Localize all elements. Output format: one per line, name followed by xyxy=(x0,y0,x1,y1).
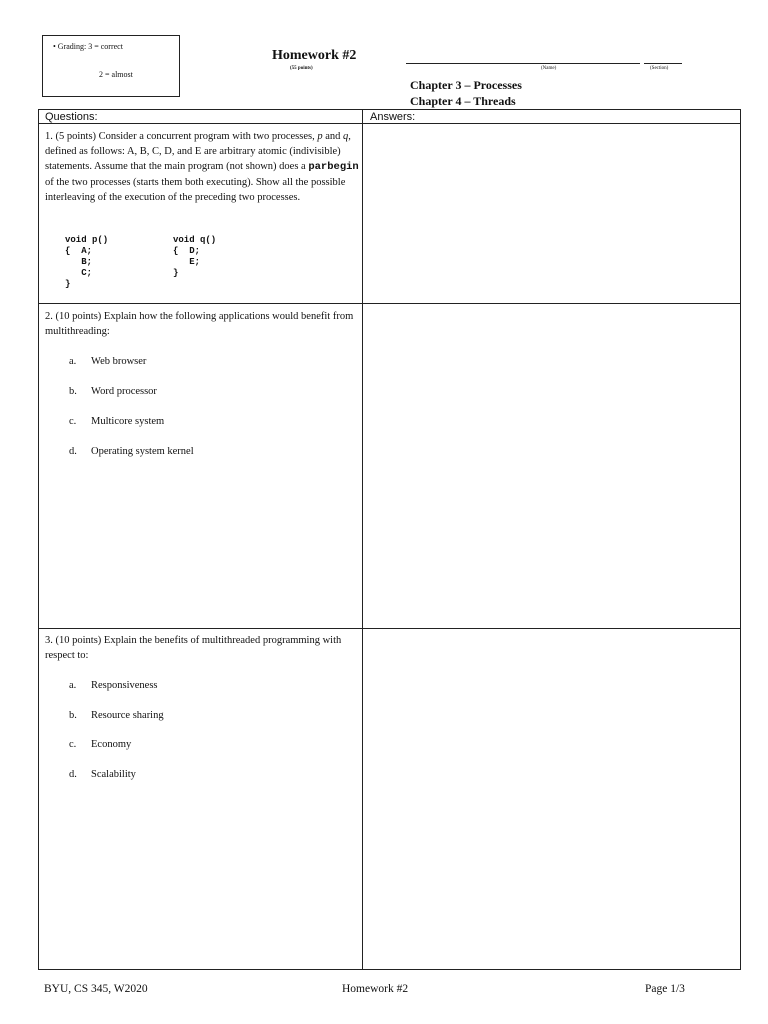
footer-title: Homework #2 xyxy=(342,983,409,995)
grading-line-2: 2 = almost xyxy=(99,70,133,79)
grading-box xyxy=(42,35,180,97)
chapter-3-heading: Chapter 3 – Processes xyxy=(410,78,522,92)
section-line xyxy=(644,63,682,64)
chapter-4-heading: Chapter 4 – Threads xyxy=(410,94,516,108)
footer-course: BYU, CS 345, W2020 xyxy=(44,983,148,995)
page-title: Homework #2 xyxy=(272,48,357,63)
homework-table: Questions: Answers: 1. (5 points) Consider a concurrent program with two processes, p and q, defined as follows: A, B, C, D, and E are arbitrary atomic (indivisible) statements. Assume that the main program (not shown) does a parbegin of the two processes (starts them both executing). Show all the possible interleaving of the execution of the preceding two processes. void p() { A; B; C; } void q() { D; E; } 2. (10 points) Explain how the following applications would benefit from multithreading: a. Web browser b. Word processor c. Multicore system d. Operating system kernel 3. (10 points) Explain the benefits of multithreaded programming with respect to: a. Responsiveness b. Resource sharing c. Economy d. Scalability xyxy=(38,109,741,970)
name-caption: (Name) xyxy=(541,66,557,71)
answer-area-3[interactable] xyxy=(363,629,740,969)
name-line xyxy=(406,63,640,64)
answers-header: Answers: xyxy=(370,111,416,123)
footer-page-number: Page 1/3 xyxy=(645,983,685,995)
answer-area-2[interactable] xyxy=(363,304,740,628)
question-1-text: 1. (5 points) Consider a concurrent program with two processes, p and q, defined as follows: A, B, C, D, and E are arbitrary atomic (indivisible) statements. Assume that the main program (not shown) does a parbegin of the two processes (starts them both executing). Show all the possible interleaving of the execution of the preceding two processes. xyxy=(45,131,359,203)
question-3-text: 3. (10 points) Explain the benefits of multithreaded programming with respect to: xyxy=(45,635,342,661)
section-caption: (Section) xyxy=(650,66,669,71)
code-process-p: void p() { A; B; C; } xyxy=(65,235,109,289)
answer-area-1[interactable] xyxy=(363,124,740,303)
question-2-text: 2. (10 points) Explain how the following applications would benefit from multithreading: xyxy=(45,311,354,337)
grading-line-1: • Grading: 3 = correct xyxy=(53,42,123,51)
questions-header: Questions: xyxy=(45,111,98,123)
code-process-q: void q() { D; E; } xyxy=(173,235,217,278)
total-points: (55 points) xyxy=(290,66,313,71)
